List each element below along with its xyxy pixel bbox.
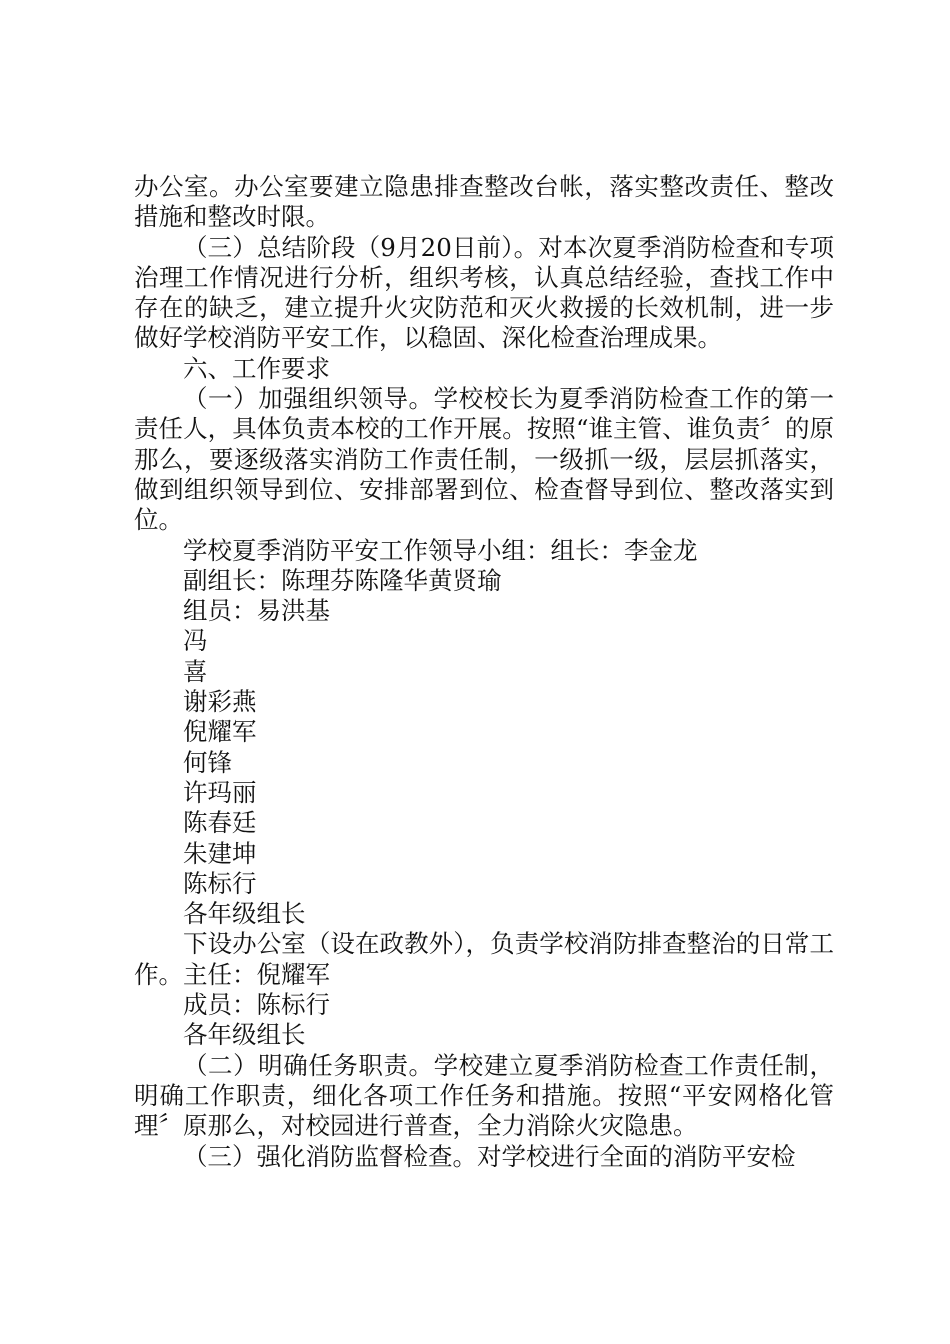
member-name: 冯: [183, 626, 208, 656]
member-name: 陈春廷: [183, 808, 257, 838]
member-name: 许玛丽: [183, 777, 257, 807]
paragraph-office-ledger: 办公室。办公室要建立隐患排查整改台帐，落实整改责任、整改措施和整改时限。: [134, 172, 834, 232]
paragraph-office-setup: 下设办公室（设在政教外），负责学校消防排查整治的日常工作。主任：倪耀军: [134, 929, 834, 989]
office-members: 成员：陈标行: [183, 990, 330, 1020]
member-name: 陈标行: [183, 868, 257, 898]
section-heading-work-requirements: 六、工作要求: [183, 353, 330, 383]
document-body: [134, 172, 834, 1172]
member-name: 喜: [183, 656, 208, 686]
member-name: 何锋: [183, 747, 232, 777]
leadership-group-leader: 学校夏季消防平安工作领导小组：组长：李金龙: [183, 535, 698, 565]
member-name: 倪耀军: [183, 717, 257, 747]
paragraph-clarify-duties: （二）明确任务职责。学校建立夏季消防检查工作责任制，明确工作职责，细化各项工作任务和措施。按照“平安网格化管理〞原那么，对校园进行普查，全力消除火灾隐患。: [134, 1050, 834, 1141]
paragraph-fire-inspection: （三）强化消防监督检查。对学校进行全面的消防平安检: [183, 1141, 796, 1171]
leadership-group-members: 组员：易洪基: [183, 596, 330, 626]
member-name: 谢彩燕: [183, 687, 257, 717]
office-member-name: 各年级组长: [183, 1020, 306, 1050]
leadership-group-deputy: 副组长：陈理芬陈隆华黄贤瑜: [183, 565, 502, 595]
paragraph-strengthen-leadership: （一）加强组织领导。学校校长为夏季消防检查工作的第一责任人，具体负责本校的工作开展。按照“谁主管、谁负责〞的原那么，要逐级落实消防工作责任制，一级抓一级，层层抓落实，做到组织领导到位、安排部署到位、检查督导到位、整改落实到位。: [134, 384, 834, 535]
paragraph-summary-stage: （三）总结阶段（9月20日前）。对本次夏季消防检查和专项治理工作情况进行分析，组织考核，认真总结经验，查找工作中存在的缺乏，建立提升火灾防范和灭火救援的长效机制，进一步做好学校消防平安工作，以稳固、深化检查治理成果。: [134, 232, 834, 353]
member-name: 朱建坤: [183, 838, 257, 868]
member-name: 各年级组长: [183, 899, 306, 929]
